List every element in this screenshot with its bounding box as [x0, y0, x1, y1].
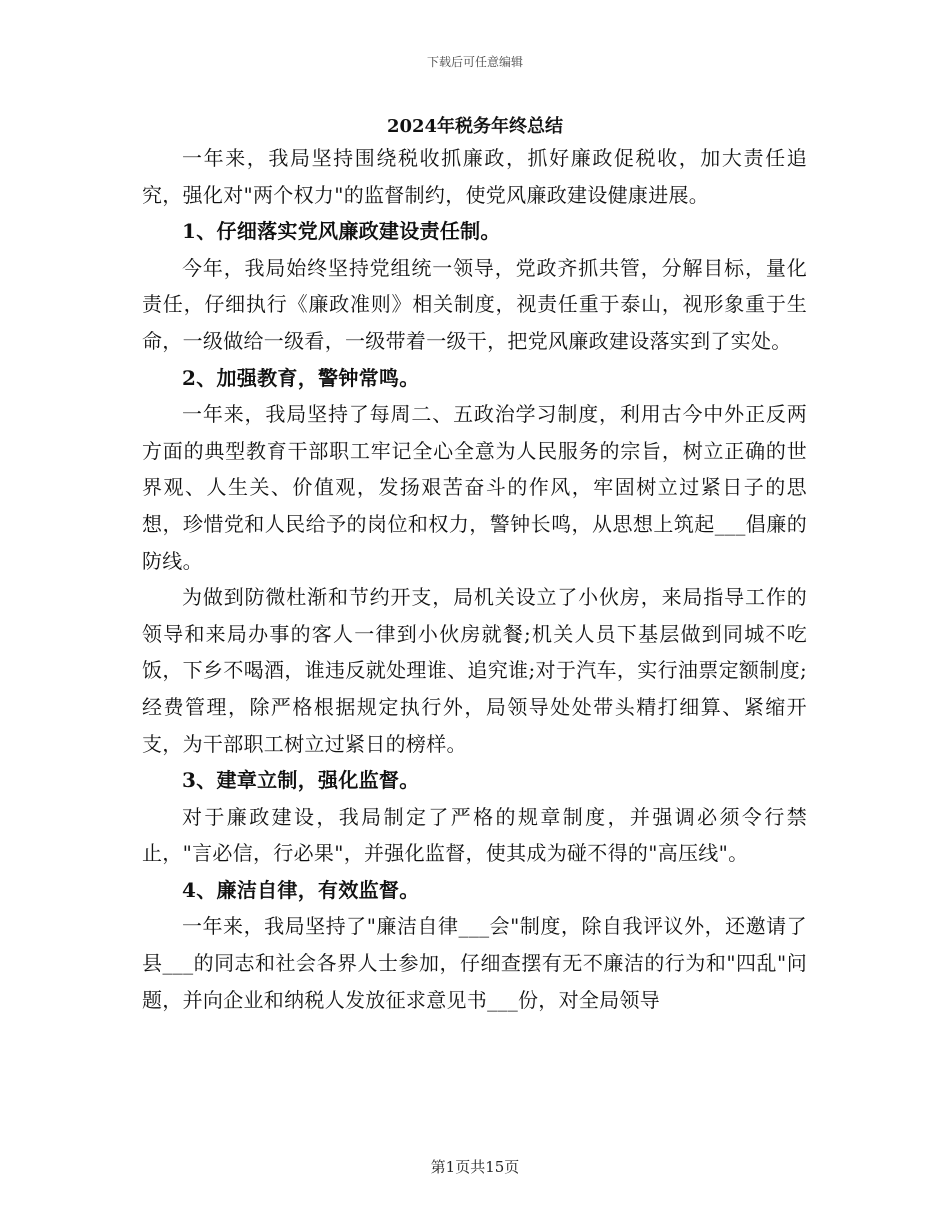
- paragraph-section-2b: 为做到防微杜渐和节约开支，局机关设立了小伙房，来局指导工作的领导和来局办事的客人一律到小伙房就餐;机关人员下基层做到同城不吃饭，下乡不喝酒，谁违反就处理谁、追究谁;对于汽车，实行油票定额制度;经费管理，除严格根据规定执行外，局领导处处带头精打细算、紧缩开支，为干部职工树立过紧日的榜样。: [142, 585, 807, 756]
- section-heading-4: 4、廉洁自律，有效监督。: [182, 877, 420, 902]
- paragraph-section-1: 今年，我局始终坚持党组统一领导，党政齐抓共管，分解目标，量化责任，仔细执行《廉政准则》相关制度，视责任重于泰山，视形象重于生命，一级做给一级看，一级带着一级干，把党风廉政建设落实到了实处。: [142, 255, 807, 353]
- section-heading-3: 3、建章立制，强化监督。: [182, 768, 420, 793]
- paragraph-intro: 一年来，我局坚持围绕税收抓廉政，抓好廉政促税收，加大责任追究，强化对"两个权力"的监督制约，使党风廉政建设健康进展。: [142, 146, 807, 207]
- section-heading-2: 2、加强教育，警钟常鸣。: [182, 365, 420, 390]
- page-header-note: 下载后可任意编辑: [426, 55, 523, 69]
- section-heading-1: 1、仔细落实党风廉政建设责任制。: [182, 219, 501, 244]
- document-title: 2024年税务年终总结: [386, 116, 564, 137]
- page-number-footer: 第1页共15页: [430, 1158, 520, 1176]
- document-body: [142, 140, 807, 1018]
- paragraph-section-3: 对于廉政建设，我局制定了严格的规章制度，并强调必须令行禁止，"言必信，行必果"，并强化监督，使其成为碰不得的"高压线"。: [142, 804, 807, 866]
- paragraph-section-2a: 一年来，我局坚持了每周二、五政治学习制度，利用古今中外正反两方面的典型教育干部职工牢记全心全意为人民服务的宗旨，树立正确的世界观、人生关、价值观，发扬艰苦奋斗的作风，牢固树立过紧日子的思想，珍惜党和人民给予的岗位和权力，警钟长鸣，从思想上筑起___倡廉的防线。: [142, 402, 807, 573]
- paragraph-section-4: 一年来，我局坚持了"廉洁自律___会"制度，除自我评议外，还邀请了县___的同志和社会各界人士参加，仔细查摆有无不廉洁的行为和"四乱"问题，并向企业和纳税人发放征求意见书___份，对全局领导: [142, 914, 807, 1012]
